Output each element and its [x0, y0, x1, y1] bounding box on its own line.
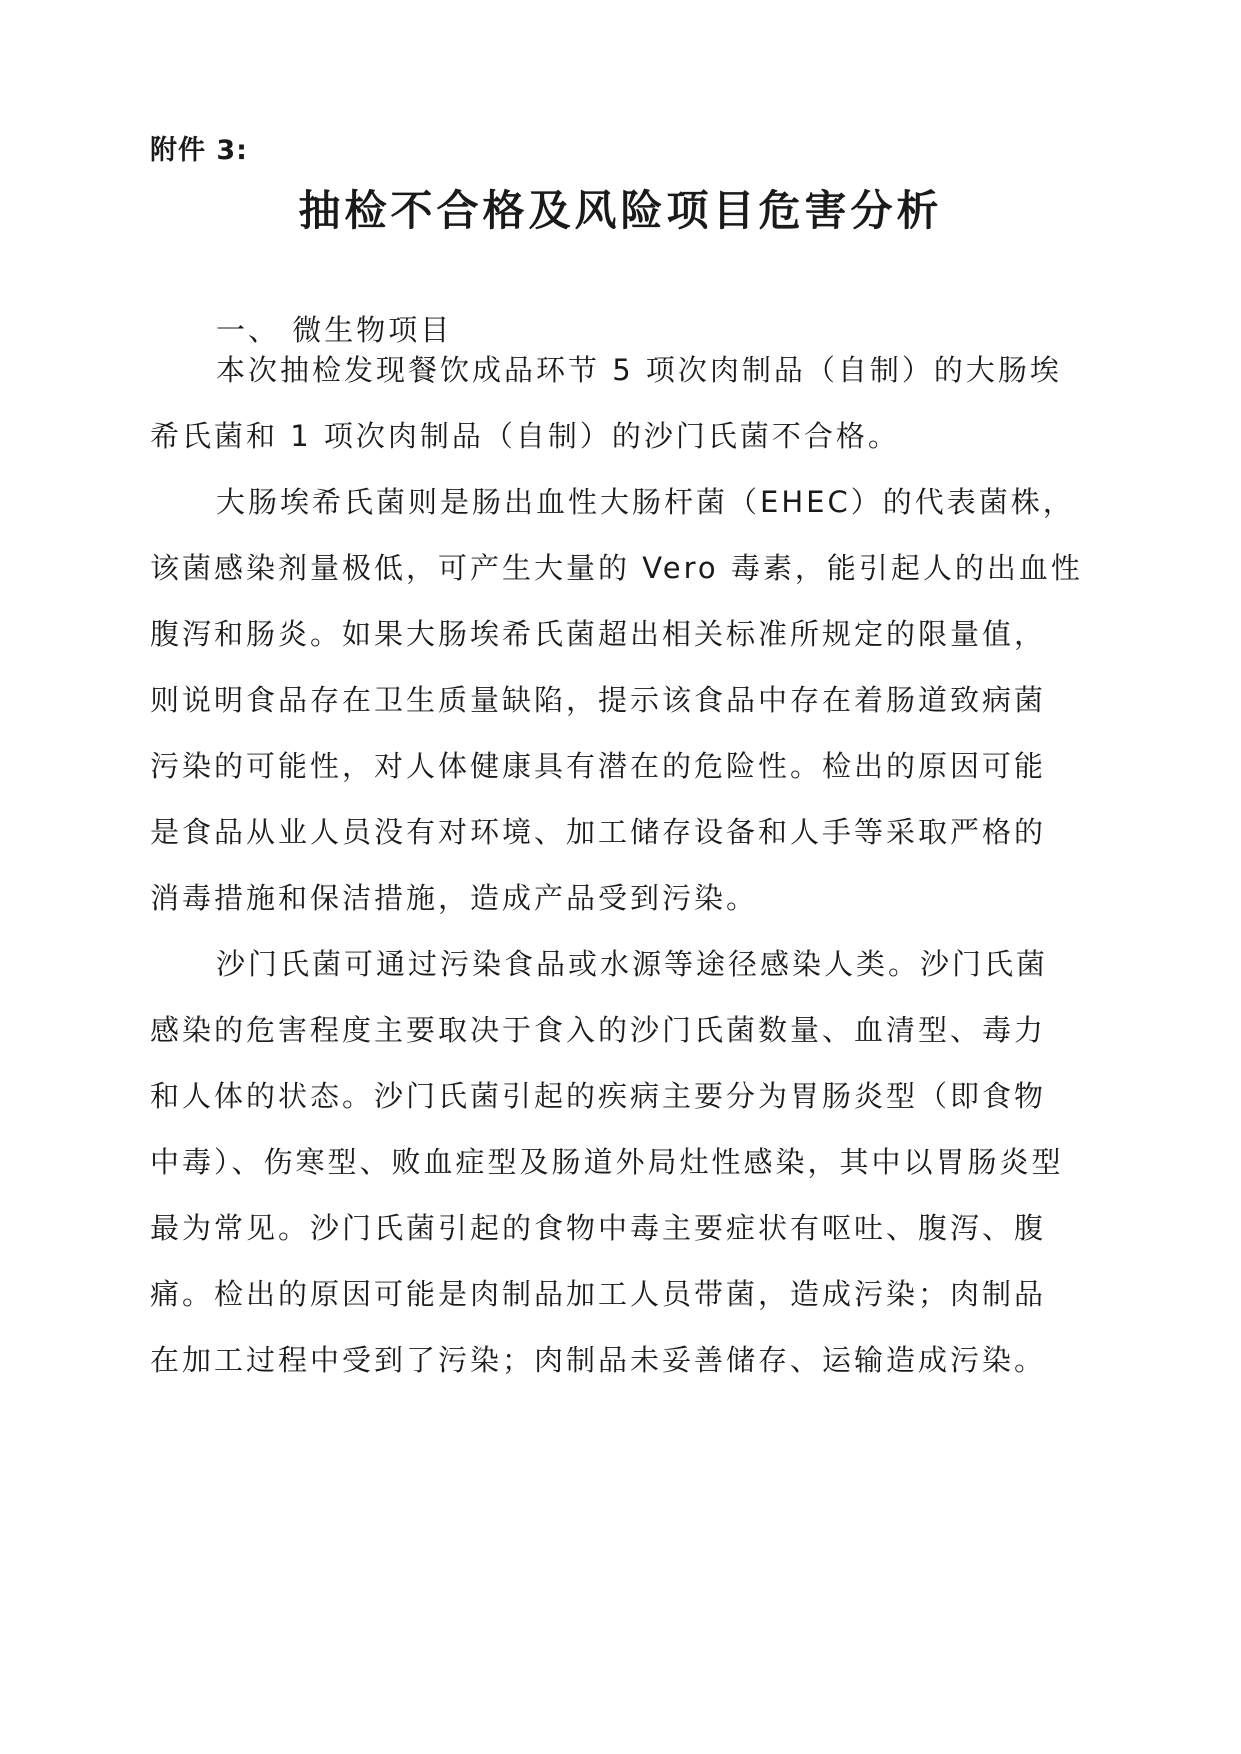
paragraph-line: 痛。检出的原因可能是肉制品加工人员带菌，造成污染；肉制品 [150, 1277, 1047, 1311]
paragraph-line: 在加工过程中受到了污染；肉制品未妥善储存、运输造成污染。 [150, 1343, 1047, 1377]
attachment-label: 附件 3: [150, 135, 248, 166]
paragraph-line: 该菌感染剂量极低，可产生大量的 Vero 毒素，能引起人的出血性 [150, 551, 1083, 585]
paragraph-line: 和人体的状态。沙门氏菌引起的疾病主要分为胃肠炎型（即食物 [150, 1079, 1047, 1113]
paragraph-line: 中毒）、伤寒型、败血症型及肠道外局灶性感染，其中以胃肠炎型 [150, 1145, 1064, 1179]
paragraph-line: 腹泻和肠炎。如果大肠埃希氏菌超出相关标准所规定的限量值， [150, 617, 1047, 651]
paragraph-sampling-summary [150, 337, 1090, 469]
paragraph-line: 污染的可能性，对人体健康具有潜在的危险性。检出的原因可能 [150, 749, 1047, 783]
paragraph-salmonella [150, 931, 1090, 1393]
paragraph-line: 大肠埃希氏菌则是肠出血性大肠杆菌（EHEC）的代表菌株， [216, 485, 1075, 519]
paragraph-line: 感染的危害程度主要取决于食入的沙门氏菌数量、血清型、毒力 [150, 1013, 1047, 1047]
document-title: 抽检不合格及风险项目危害分析 [298, 186, 943, 235]
paragraph-e-coli [150, 469, 1090, 931]
paragraph-line: 消毒措施和保洁措施，造成产品受到污染。 [150, 881, 759, 915]
paragraph-line: 是食品从业人员没有对环境、加工储存设备和人手等采取严格的 [150, 815, 1047, 849]
paragraph-line: 本次抽检发现餐饮成品环节 5 项次肉制品（自制）的大肠埃 [216, 353, 1062, 387]
paragraph-line: 沙门氏菌可通过污染食品或水源等途径感染人类。沙门氏菌 [216, 947, 1049, 981]
paragraph-line: 希氏菌和 1 项次肉制品（自制）的沙门氏菌不合格。 [150, 419, 900, 453]
section-heading: 一、 微生物项目 [216, 313, 453, 347]
paragraph-line: 最为常见。沙门氏菌引起的食物中毒主要症状有呕吐、腹泻、腹 [150, 1211, 1047, 1245]
paragraph-line: 则说明食品存在卫生质量缺陷，提示该食品中存在着肠道致病菌 [150, 683, 1047, 717]
